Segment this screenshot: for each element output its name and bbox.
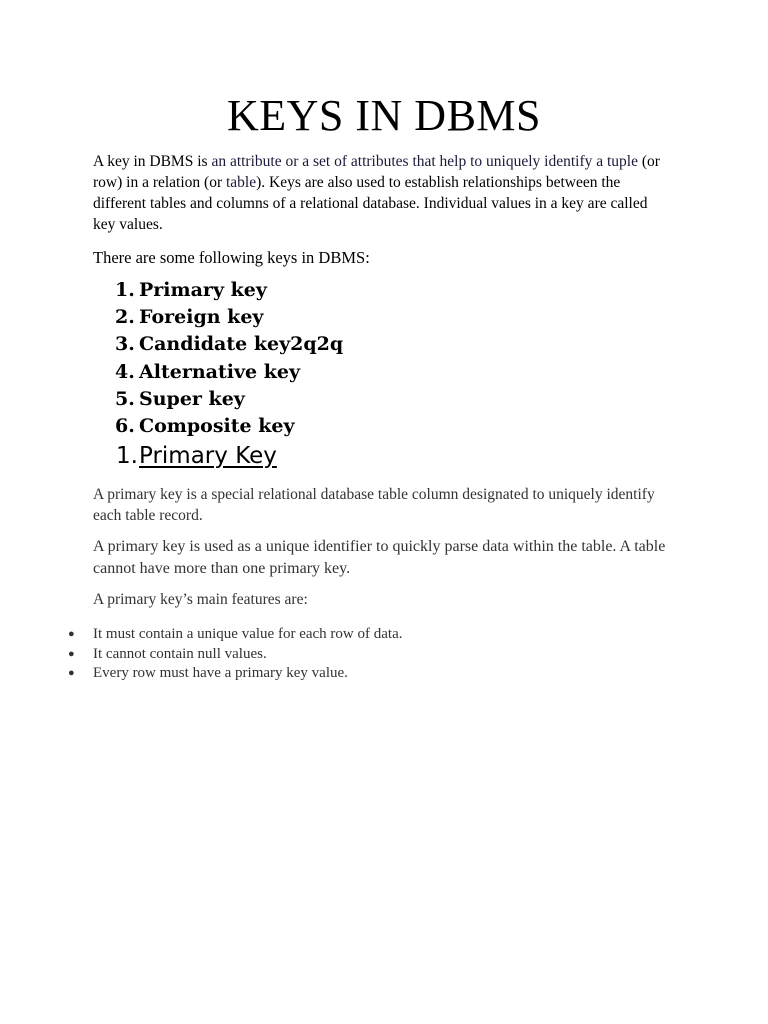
intro-text-1: A key in DBMS is <box>93 153 212 170</box>
section-heading-text: Primary Key <box>139 443 277 469</box>
list-item-label: Primary key <box>139 279 267 301</box>
bullet-icon: ● <box>68 647 75 660</box>
list-item-label: Alternative key <box>139 360 300 383</box>
intro-text-5: ). Keys are also used to establish relationships between the different tables and columns of a relational database. Individual values in a key are called key values. <box>93 174 648 233</box>
list-item <box>115 359 343 386</box>
bullet-text: Every row must have a primary key value. <box>93 665 348 681</box>
intro-paragraph <box>93 151 673 235</box>
primary-key-features-intro: A primary key’s main features are: <box>93 591 308 608</box>
list-item-number: 3. <box>115 333 135 356</box>
list-item-label: Super key <box>139 387 245 410</box>
list-item <box>115 277 343 304</box>
list-item <box>68 664 402 684</box>
list-item <box>115 413 343 440</box>
list-item <box>115 331 343 358</box>
list-item <box>68 645 402 665</box>
list-item-label: Foreign key <box>139 306 264 329</box>
list-item-number: 1. <box>115 279 135 301</box>
list-item-number: 6. <box>115 414 135 437</box>
list-item-label: Candidate key2q2q <box>139 333 344 356</box>
page-title: KEYS IN DBMS <box>226 91 542 140</box>
bullet-text: It cannot contain null values. <box>93 645 267 662</box>
following-keys-text: There are some following keys in DBMS: <box>93 248 370 267</box>
primary-key-usage: A primary key is used as a unique identifier to quickly parse data within the table. A table cannot have more than one primary key. <box>93 538 666 577</box>
intro-text-3: (or row) in a relation (or <box>93 153 660 191</box>
list-item-number: 2. <box>115 306 135 329</box>
primary-key-definition: A primary key is a special relational database table column designated to uniquely identify each table record. <box>93 486 655 524</box>
list-item-number: 4. <box>115 360 135 383</box>
list-item-label: Composite key <box>139 414 295 437</box>
keys-list <box>115 277 343 440</box>
features-list <box>68 625 402 684</box>
section-heading-number: 1. <box>116 443 138 469</box>
section-heading-primary-key <box>116 440 277 472</box>
list-item <box>68 625 402 645</box>
list-item <box>115 386 343 413</box>
list-item <box>115 304 343 331</box>
bullet-icon: ● <box>68 667 75 679</box>
intro-text-2: an attribute or a set of attributes that help to uniquely identify a tuple <box>211 153 638 170</box>
intro-text-4: table <box>226 174 257 191</box>
list-item-number: 5. <box>115 387 135 410</box>
bullet-icon: ● <box>68 628 75 640</box>
bullet-text: It must contain a unique value for each row of data. <box>93 626 403 642</box>
